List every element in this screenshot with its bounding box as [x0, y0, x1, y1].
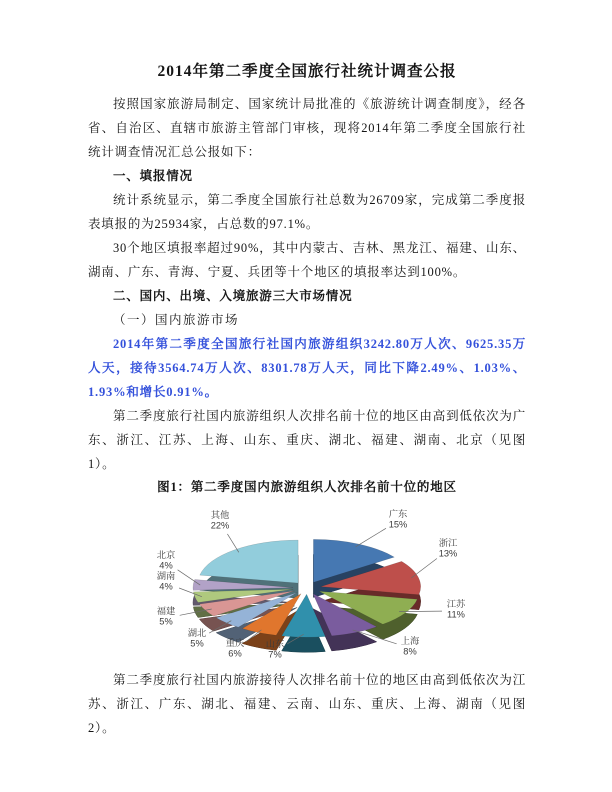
section1-paragraph-2: 30个地区填报率超过90%，其中内蒙古、吉林、黑龙江、福建、山东、湖南、广东、青海、宁夏、兵团等十个地区的填报率达到100%。	[88, 241, 526, 279]
pie-data-label-北京: 北京 4%	[156, 550, 176, 571]
pie-data-label-重庆: 重庆 6%	[225, 638, 245, 659]
section2-heading: 二、国内、出境、入境旅游三大市场情况	[113, 289, 353, 303]
pie-data-label-浙江: 浙江 13%	[438, 538, 458, 559]
pie-data-label-湖南: 湖南 4%	[156, 571, 176, 592]
pie-leader-line-北京	[178, 570, 201, 585]
pie-leader-line-广东	[356, 528, 386, 547]
document-title: 2014年第二季度全国旅行社统计调查公报	[157, 63, 457, 80]
section1-paragraph-1: 统计系统显示，第二季度全国旅行社总数为26709家，完成第二季度报表填报的为25934家，占总数的97.1%。	[88, 193, 526, 231]
section2-subheading-domestic-market: （一）国内旅游市场	[113, 313, 240, 327]
pie-data-label-湖北: 湖北 5%	[187, 628, 207, 649]
highlight-statistics-paragraph: 2014年第二季度全国旅行社国内旅游组织3242.80万人次、9625.35万人天，接待3564.74万人次、8301.78万人天，同比下降2.49%、1.03%、1.93%和增长0.91%。	[88, 337, 526, 399]
pie-data-label-福建: 福建 5%	[156, 606, 176, 627]
pie-leader-line-江苏	[399, 611, 442, 612]
figure1-pie-chart	[90, 500, 524, 676]
section1-heading: 一、填报情况	[113, 169, 193, 183]
organize-ranking-paragraph: 第二季度旅行社国内旅游组织人次排名前十位的地区由高到低依次为广东、浙江、江苏、上海、山东、重庆、湖北、福建、湖南、北京（见图1）。	[88, 409, 526, 471]
intro-paragraph: 按照国家旅游局制定、国家统计局批准的《旅游统计调查制度》，经各省、自治区、直辖市旅游主管部门审核，现将2014年第二季度全国旅行社统计调查情况汇总公报如下：	[88, 97, 526, 159]
pie-data-label-其他: 其他 22%	[210, 510, 230, 531]
pie-data-label-江苏: 江苏 11%	[446, 599, 466, 620]
pie-leader-line-浙江	[411, 559, 437, 578]
receive-ranking-paragraph: 第二季度旅行社国内旅游接待人次排名前十位的地区由高到低依次为江苏、浙江、广东、湖北、福建、云南、山东、重庆、上海、湖南（见图2）。	[88, 673, 526, 735]
pie-data-label-上海: 上海 8%	[400, 636, 420, 657]
pie-leader-line-其他	[227, 534, 238, 552]
figure1-caption: 图1：第二季度国内旅游组织人次排名前十位的地区	[157, 480, 457, 494]
pie-data-label-广东: 广东 15%	[388, 509, 408, 530]
pie-chart-canvas	[90, 500, 524, 676]
pie-data-label-山东: 山东 7%	[265, 639, 285, 660]
document-body	[88, 58, 526, 740]
